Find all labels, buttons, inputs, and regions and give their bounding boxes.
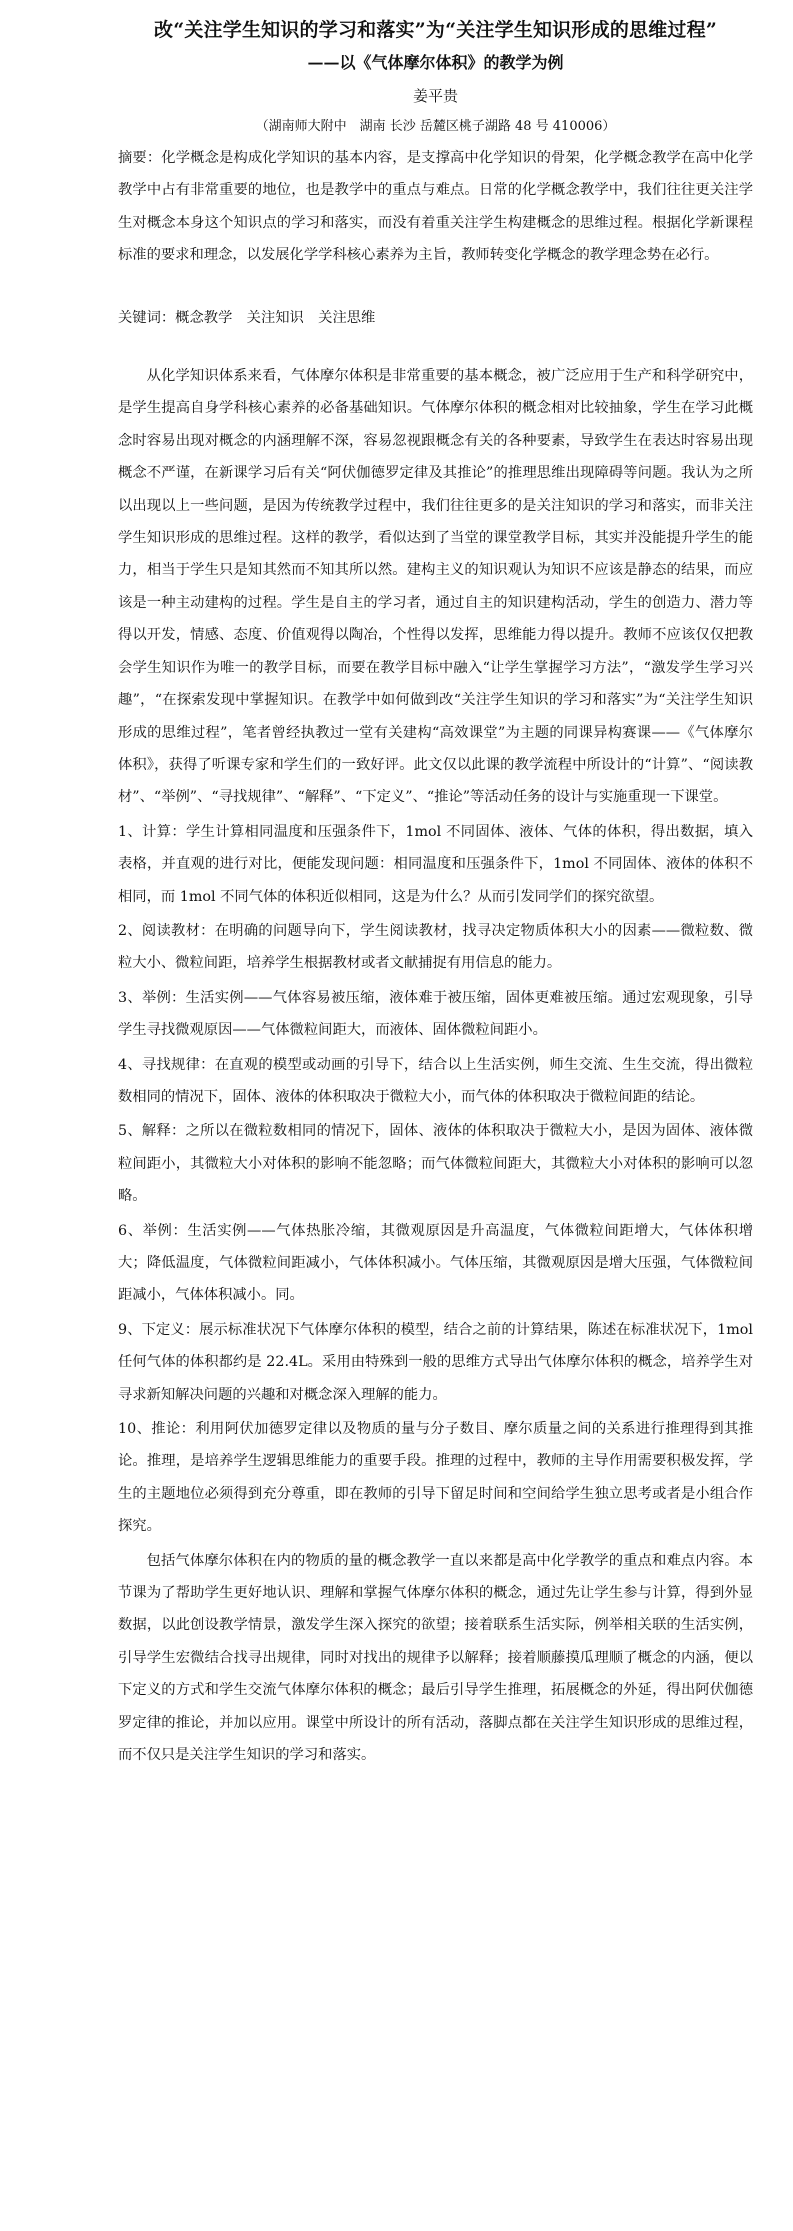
abstract: 摘要：化学概念是构成化学知识的基本内容，是支撑高中化学知识的骨架，化学概念教学在高中化学教学中占有非常重要的地位，也是教学中的重点与难点。日常的化学概念教学中，我们往往更关注学生对概念本身这个知识点的学习和落实，而没有着重关注学生构建概念的思维过程。根据化学新课程标准的要求和理念，以发展化学学科核心素养为主旨，教师转变化学概念的教学理念势在必行。 <box>118 150 753 264</box>
body-paragraph: 包括气体摩尔体积在内的物质的量的概念教学一直以来都是高中化学教学的重点和难点内容。本节课为了帮助学生更好地认识、理解和掌握气体摩尔体积的概念，通过先让学生参与计算，得到外显数据，以此创设教学情景，激发学生深入探究的欲望；接着联系生活实际，例举相关联的生活实例，引导学生宏微结合找寻出规律，同时对找出的规律予以解释；接着顺藤摸瓜理顺了概念的内涵，便以下定义的方式和学生交流气体摩尔体积的概念；最后引导学生推理，拓展概念的外延，得出阿伏伽德罗定律的推论，并加以应用。课堂中所设计的所有活动，落脚点都在关注学生知识形成的思维过程，而不仅只是关注学生知识的学习和落实。 <box>118 1552 753 1764</box>
article-subtitle: ——以《气体摩尔体积》的教学为例 <box>307 53 564 72</box>
body-paragraph: 2、阅读教材：在明确的问题导向下，学生阅读教材，找寻决定物质体积大小的因素——微粒数、微粒大小、微粒间距，培养学生根据教材或者文献捕捉有用信息的能力。 <box>118 922 753 972</box>
author-name: 姜平贵 <box>412 87 458 105</box>
body-paragraph: 从化学知识体系来看，气体摩尔体积是非常重要的基本概念，被广泛应用于生产和科学研究中，是学生提高自身学科核心素养的必备基础知识。气体摩尔体积的概念相对比较抽象，学生在学习此概念时容易出现对概念的内涵理解不深，容易忽视跟概念有关的各种要素，导致学生在表达时容易出现概念不严谨，在新课学习后有关“阿伏伽德罗定律及其推论”的推理思维出现障碍等问题。我认为之所以出现以上一些问题，是因为传统教学过程中，我们往往更多的是关注知识的学习和落实，而非关注学生知识形成的思维过程。这样的教学，看似达到了当堂的课堂教学目标，其实并没能提升学生的能力，相当于学生只是知其然而不知其所以然。建构主义的知识观认为知识不应该是静态的结果，而应该是一种主动建构的过程。学生是自主的学习者，通过自主的知识建构活动，学生的创造力、潜力等得以开发，情感、态度、价值观得以陶冶，个性得以发挥，思维能力得以提升。教师不应该仅仅把教会学生知识作为唯一的教学目标，而要在教学目标中融入“让学生掌握学习方法”，“激发学生学习兴趣”，“在探索发现中掌握知识。在教学中如何做到改“关注学生知识的学习和落实”为“关注学生知识形成的思维过程”，笔者曾经执教过一堂有关建构“高效课堂”为主题的同课异构赛课——《气体摩尔体积》，获得了听课专家和学生们的一致好评。此文仅以此课的教学流程中所设计的“计算”、“阅读教材”、“举例”、“寻找规律”、“解释”、“下定义”、“推论”等活动任务的设计与实施重现一下课堂。 <box>118 368 753 806</box>
article-body <box>118 360 753 1771</box>
body-paragraph: 5、解释：之所以在微粒数相同的情况下，固体、液体的体积取决于微粒大小，是因为固体、液体微粒间距小，其微粒大小对体积的影响不能忽略；而气体微粒间距大，其微粒大小对体积的影响可以忽略。 <box>118 1123 753 1205</box>
body-paragraph: 9、下定义：展示标准状况下气体摩尔体积的模型，结合之前的计算结果，陈述在标准状况下，1mol 任何气体的体积都约是 22.4L。采用由特殊到一般的思维方式导出气体摩尔体积的概念，培养学生对寻求新知解决问题的兴趣和对概念深入理解的能力。 <box>118 1321 753 1403</box>
body-paragraph: 4、寻找规律：在直观的模型或动画的引导下，结合以上生活实例，师生交流、生生交流，得出微粒数相同的情况下，固体、液体的体积取决于微粒大小，而气体的体积取决于微粒间距的结论。 <box>118 1056 753 1105</box>
article-title: 改“关注学生知识的学习和落实”为“关注学生知识形成的思维过程” <box>154 19 717 41</box>
author-affiliation: （湖南师大附中 湖南 长沙 岳麓区桃子湖路 48 号 410006） <box>255 119 616 134</box>
keywords: 关键词：概念教学 关注知识 关注思维 <box>118 309 376 326</box>
body-paragraph: 3、举例：生活实例——气体容易被压缩，液体难于被压缩，固体更难被压缩。通过宏观现象，引导学生寻找微观原因——气体微粒间距大，而液体、固体微粒间距小。 <box>118 989 753 1039</box>
body-paragraph: 10、推论：利用阿伏加德罗定律以及物质的量与分子数目、摩尔质量之间的关系进行推理得到其推论。推理，是培养学生逻辑思维能力的重要手段。推理的过程中，教师的主导作用需要积极发挥，学生的主题地位必须得到充分尊重，即在教师的引导下留足时间和空间给学生独立思考或者是小组合作探究。 <box>118 1421 753 1535</box>
body-paragraph: 6、举例：生活实例——气体热胀冷缩，其微观原因是升高温度，气体微粒间距增大，气体体积增大；降低温度，气体微粒间距减小，气体体积减小。气体压缩，其微观原因是增大压强，气体微粒间距减小，气体体积减小。同。 <box>118 1222 753 1304</box>
body-paragraph: 1、计算：学生计算相同温度和压强条件下，1mol 不同固体、液体、气体的体积，得出数据，填入表格，并直观的进行对比，便能发现问题：相同温度和压强条件下，1mol 不同固体、液体的体积不相同，而 1mol 不同气体的体积近似相同，这是为什么？从而引发同学们的探究欲望。 <box>118 823 753 905</box>
